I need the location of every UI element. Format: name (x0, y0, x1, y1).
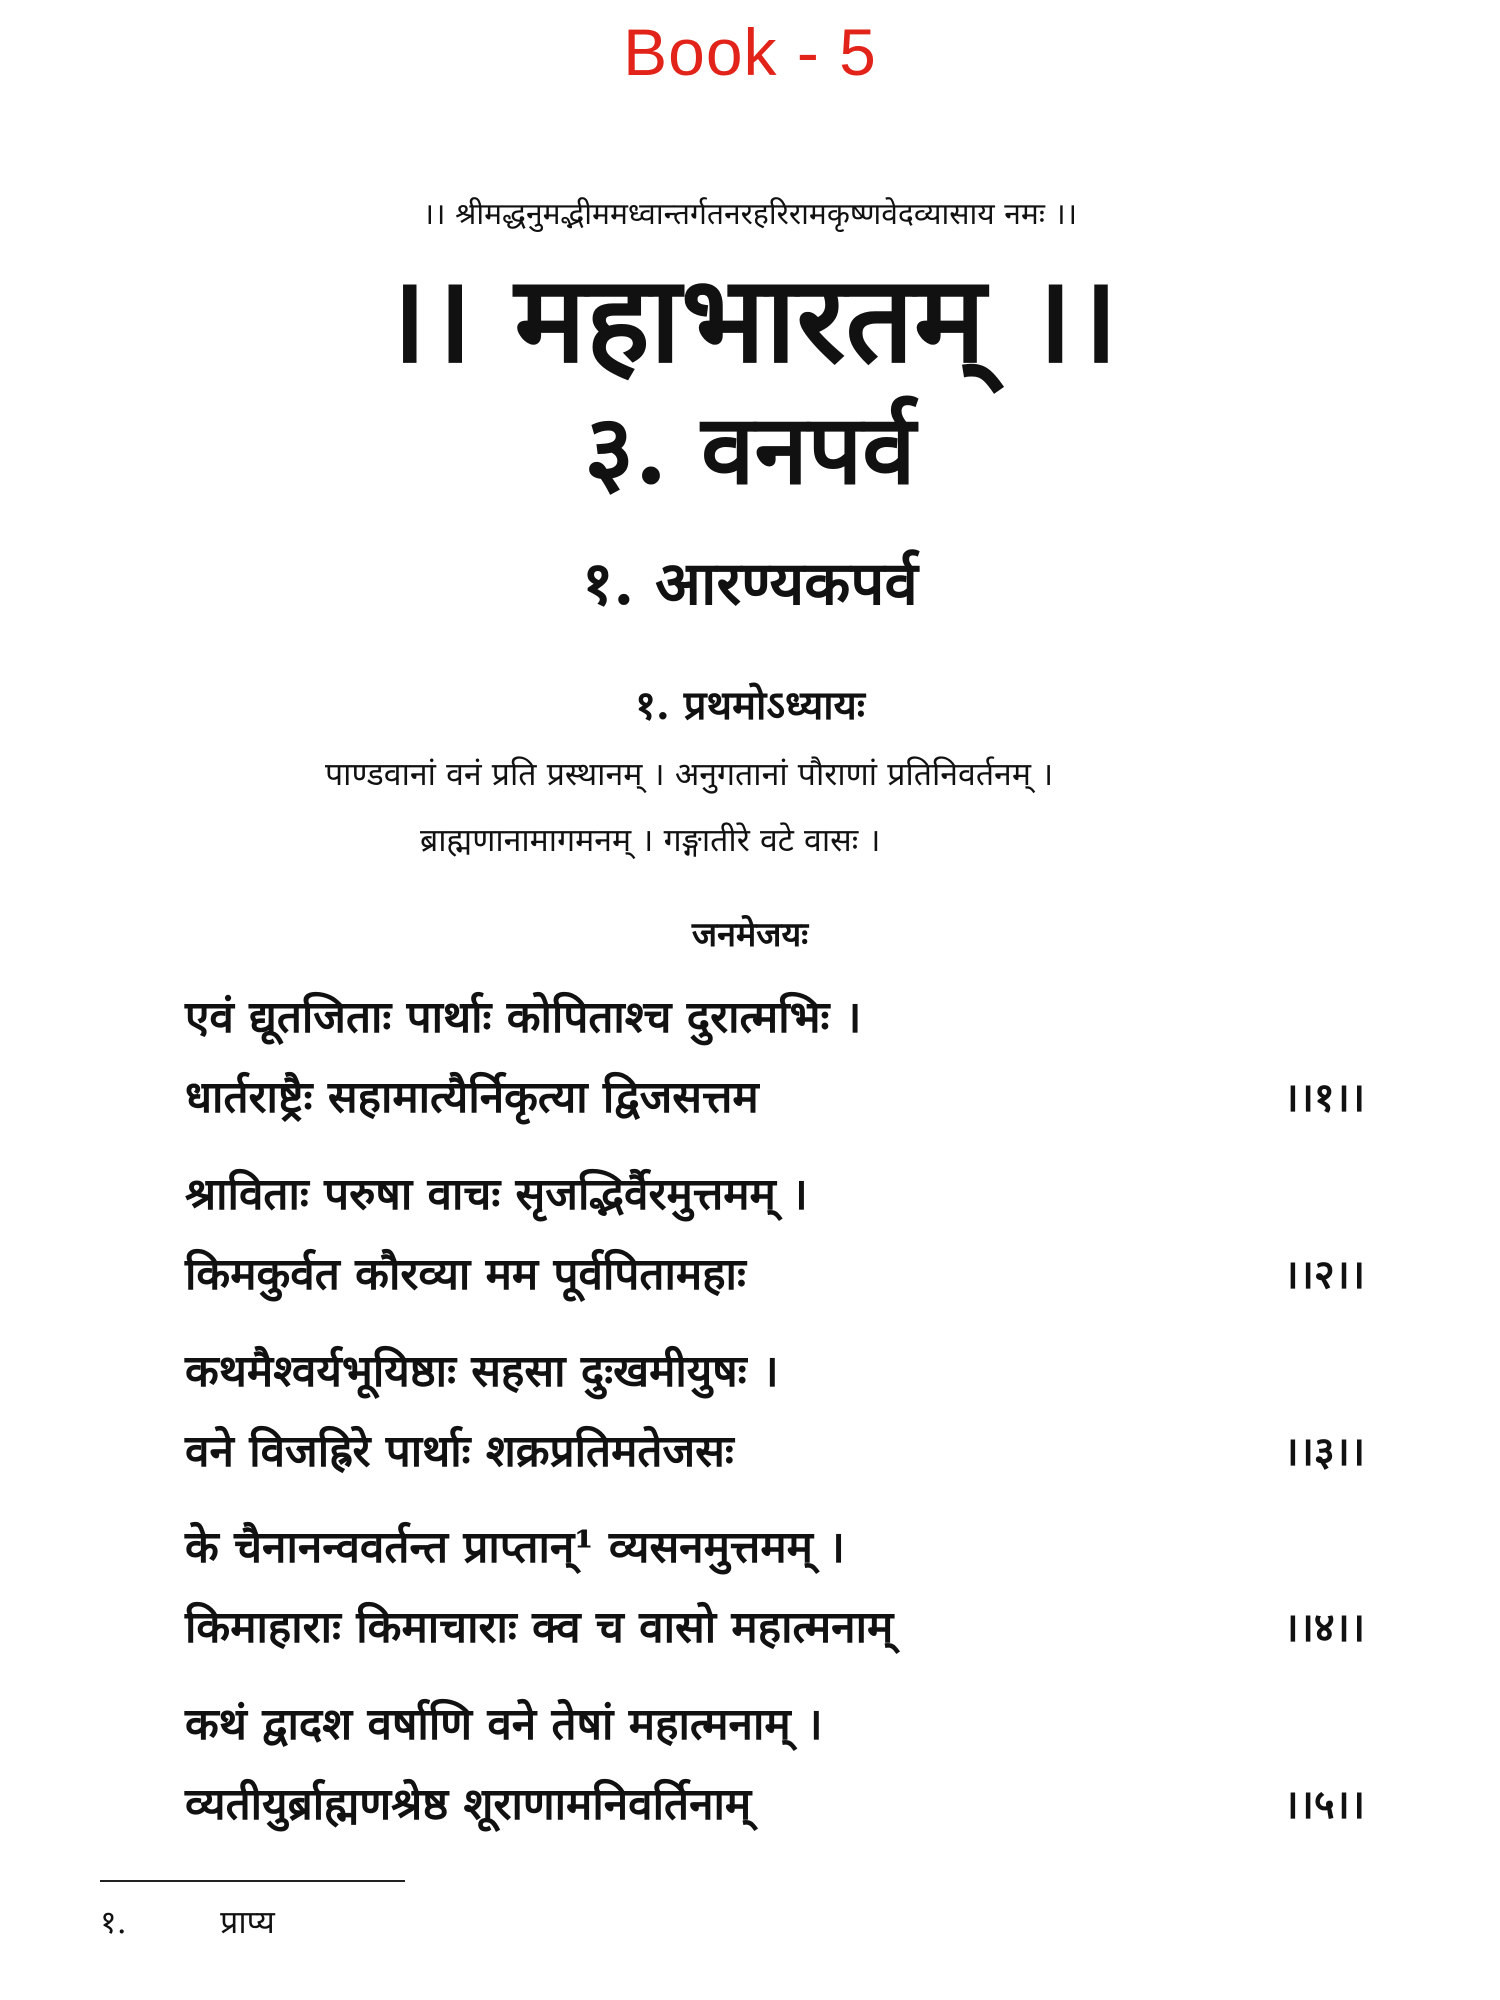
verse-number: ।।४।। (1283, 1604, 1365, 1651)
speaker-label: जनमेजयः (691, 915, 809, 955)
main-title: ।। महाभारतम् ।। (381, 249, 1119, 390)
verse-line-2 (185, 1765, 1365, 1845)
subparva-title: १. आरण्यकपर्व (582, 549, 918, 619)
verse-number: ।।१।। (1283, 1074, 1365, 1121)
verse-text: धार्तराष्ट्रैः सहामात्यैर्निकृत्या द्विजसत्तम (185, 1072, 759, 1123)
verse-line-1 (185, 1332, 1365, 1412)
verse-line-2 (185, 1412, 1365, 1492)
footnote (100, 1900, 275, 1943)
verse-block (185, 1332, 1365, 1492)
verse-text: कथं द्वादश वर्षाणि वने तेषां महात्मनाम् । (185, 1699, 823, 1750)
verse-text: किमकुर्वत कौरव्या मम पूर्वपितामहाः (185, 1249, 746, 1300)
verse-line-1 (185, 1508, 1365, 1588)
verse-line-1 (185, 978, 1365, 1058)
verse-number: ।।३।। (1283, 1428, 1365, 1475)
verse-line-2 (185, 1588, 1365, 1668)
chapter-summary-line-1: पाण्डवानां वनं प्रति प्रस्थानम् । अनुगतानां पौराणां प्रतिनिवर्तनम् । (325, 755, 1054, 793)
verse-text: व्यतीयुर्ब्राह्मणश्रेष्ठ शूराणामनिवर्तिनाम् (185, 1779, 752, 1830)
invocation-line: ।। श्रीमद्धनुमद्भीममध्वान्तर्गतनरहरिरामकृष्णवेदव्यासाय नमः ।। (422, 197, 1078, 232)
verse-block (185, 978, 1365, 1138)
verse-block (185, 1155, 1365, 1315)
book-label: Book - 5 (623, 15, 877, 89)
verse-text: श्राविताः परुषा वाचः सृजद्भिर्वैरमुत्तमम् । (185, 1169, 808, 1220)
verse-text: किमाहाराः किमाचाराः क्व च वासो महात्मनाम् (185, 1602, 894, 1653)
verse-text: कथमैश्वर्यभूयिष्ठाः सहसा दुःखमीयुषः । (185, 1346, 779, 1397)
chapter-title: १. प्रथमोऽध्यायः (635, 682, 865, 729)
verse-block (185, 1508, 1365, 1668)
verse-text: के चैनानन्ववर्तन्त प्राप्तान्¹ व्यसनमुत्तमम् । (185, 1522, 845, 1573)
chapter-summary-line-2: ब्राह्मणानामागमनम् । गङ्गातीरे वटे वासः । (420, 821, 881, 859)
verse-line-1 (185, 1155, 1365, 1235)
verse-block (185, 1685, 1365, 1845)
footnote-text: प्राप्य (220, 1903, 275, 1941)
verse-number: ।।५।। (1283, 1781, 1365, 1828)
verse-line-2 (185, 1235, 1365, 1315)
verse-line-2 (185, 1058, 1365, 1138)
verse-text: वने विजह्रिरे पार्थाः शक्रप्रतिमतेजसः (185, 1426, 734, 1477)
verse-line-1 (185, 1685, 1365, 1765)
parva-title: ३. वनपर्व (584, 393, 916, 506)
verse-number: ।।२।। (1283, 1251, 1365, 1298)
verse-text: एवं द्यूतजिताः पार्थाः कोपिताश्च दुरात्मभिः । (185, 992, 862, 1043)
footnote-marker: १. (100, 1903, 127, 1941)
footnote-divider (100, 1880, 405, 1882)
